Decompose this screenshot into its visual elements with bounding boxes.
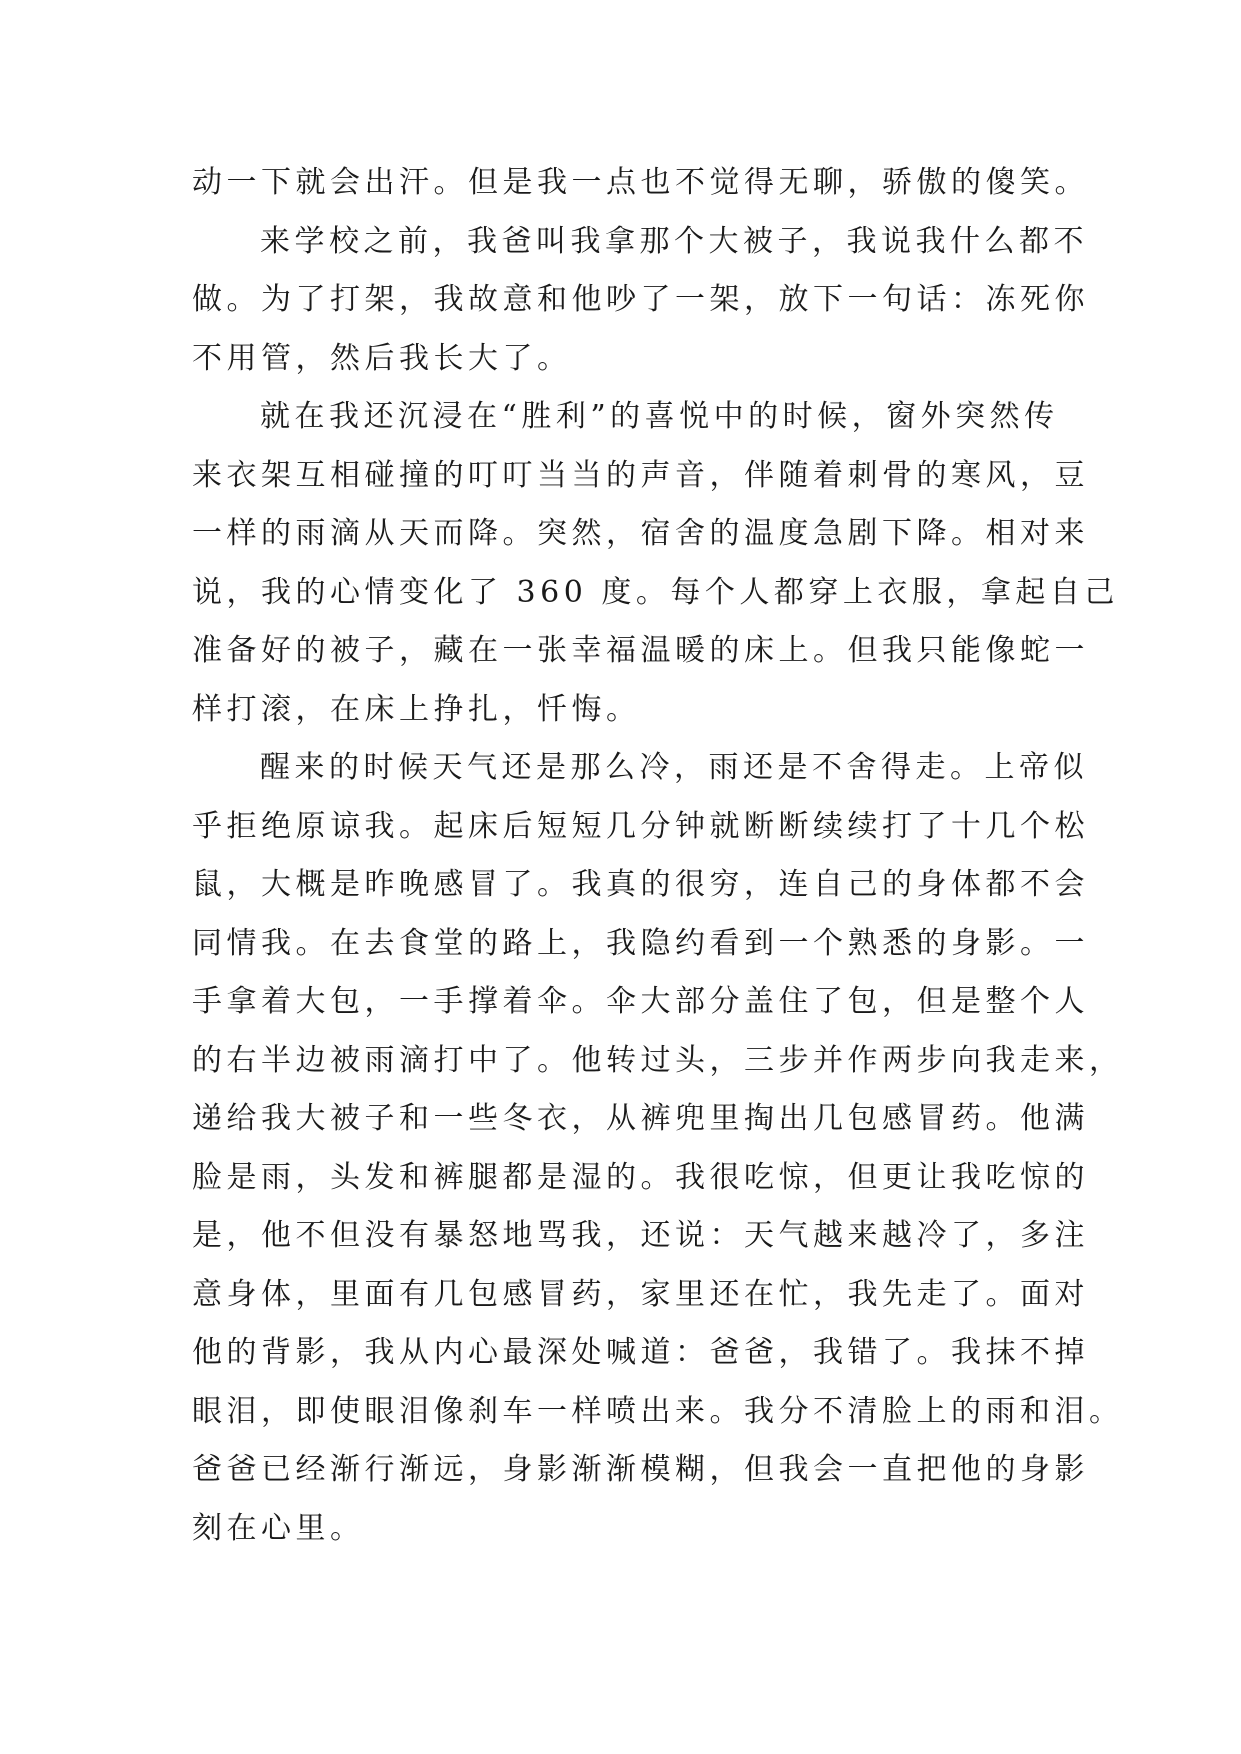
text-line: 是，他不但没有暴怒地骂我，还说：天气越来越冷了，多注 xyxy=(192,1218,1089,1253)
text-line: 说，我的心情变化了 360 度。每个人都穿上衣服，拿起自己 xyxy=(192,574,1119,610)
document-body xyxy=(192,154,1124,1558)
text-line: 刻在心里。 xyxy=(192,1510,365,1546)
text-line: 样打滚，在床上挣扎，忏悔。 xyxy=(192,691,641,727)
text-line: 做。为了打架，我故意和他吵了一架，放下一句话：冻死你 xyxy=(192,282,1089,317)
text-line: 鼠，大概是昨晚感冒了。我真的很穷，连自己的身体都不会 xyxy=(192,867,1089,902)
text-line: 准备好的被子，藏在一张幸福温暖的床上。但我只能像蛇一 xyxy=(192,633,1089,668)
text-line: 的右半边被雨滴打中了。他转过头，三步并作两步向我走来， xyxy=(192,1042,1124,1078)
text-line: 爸爸已经渐行渐远，身影渐渐模糊，但我会一直把他的身影 xyxy=(192,1452,1089,1487)
text-line: 不用管，然后我长大了。 xyxy=(192,340,572,376)
text-line: 同情我。在去食堂的路上，我隐约看到一个熟悉的身影。一 xyxy=(192,925,1089,961)
text-line: 醒来的时候天气还是那么冷，雨还是不舍得走。上帝似 xyxy=(260,750,1088,785)
text-line: 脸是雨，头发和裤腿都是湿的。我很吃惊，但更让我吃惊的 xyxy=(192,1159,1089,1195)
text-line: 手拿着大包，一手撑着伞。伞大部分盖住了包，但是整个人 xyxy=(192,984,1089,1019)
text-line: 意身体，里面有几包感冒药，家里还在忙，我先走了。面对 xyxy=(192,1276,1089,1312)
text-line: 来衣架互相碰撞的叮叮当当的声音，伴随着刺骨的寒风，豆 xyxy=(192,457,1089,493)
text-line: 一样的雨滴从天而降。突然，宿舍的温度急剧下降。相对来 xyxy=(192,516,1089,551)
text-line: 眼泪，即使眼泪像刹车一样喷出来。我分不清脸上的雨和泪。 xyxy=(192,1393,1124,1429)
text-line: 递给我大被子和一些冬衣，从裤兜里掏出几包感冒药。他满 xyxy=(192,1101,1089,1136)
text-line: 来学校之前，我爸叫我拿那个大被子，我说我什么都不 xyxy=(260,223,1088,259)
text-line: 他的背影，我从内心最深处喊道：爸爸，我错了。我抹不掉 xyxy=(192,1335,1089,1370)
text-line: 乎拒绝原谅我。起床后短短几分钟就断断续续打了十几个松 xyxy=(192,808,1089,844)
text-line: 就在我还沉浸在“胜利”的喜悦中的时候，窗外突然传 xyxy=(260,399,1059,434)
text-line: 动一下就会出汗。但是我一点也不觉得无聊，骄傲的傻笑。 xyxy=(192,165,1089,200)
